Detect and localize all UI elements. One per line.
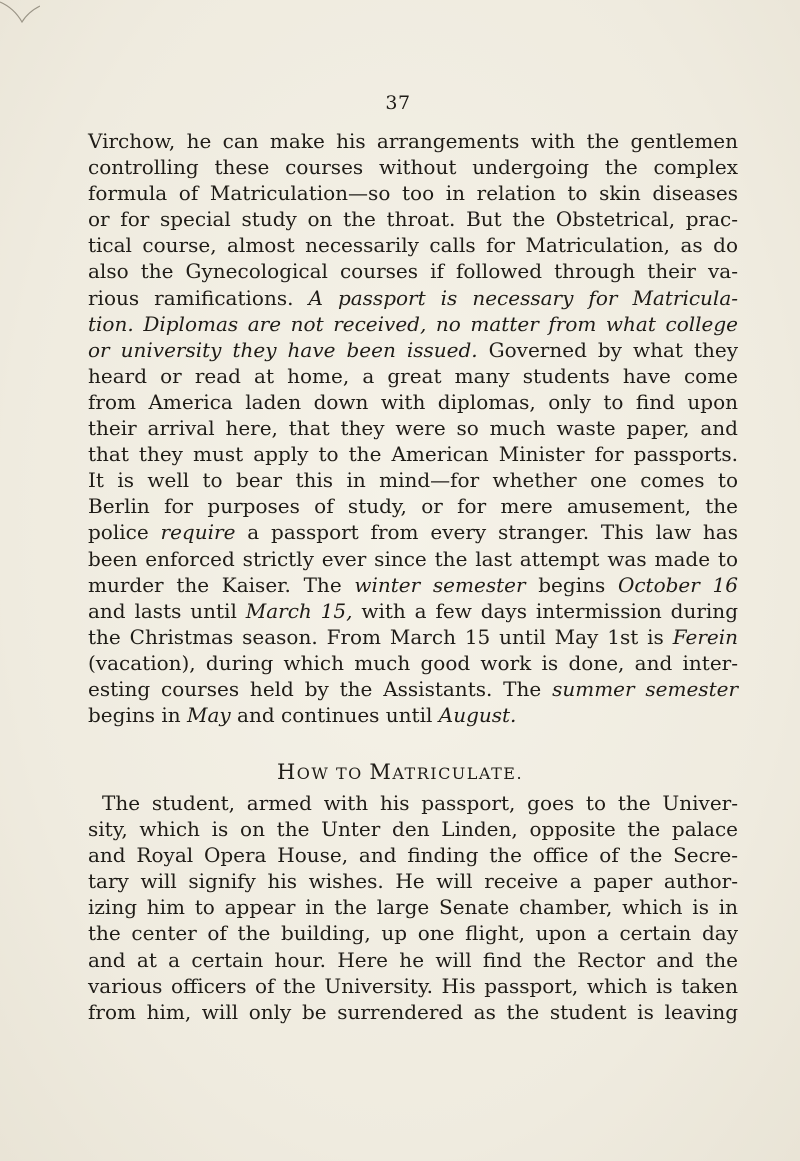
page-number: 37 xyxy=(385,92,411,114)
text-line: controlling these courses without undergoing the complex xyxy=(88,155,738,180)
text-line: police require a passport from every stranger. This law has xyxy=(88,520,738,545)
text-line: tion. Diplomas are not received, no matter from what college xyxy=(88,311,738,336)
text-line: and at a certain hour. Here he will find the Rector and the xyxy=(88,947,738,972)
text-line: the Christmas season. From March 15 until May 1st is Ferein xyxy=(88,624,739,649)
text-line: various officers of the University. His passport, which is taken xyxy=(88,973,738,998)
text-line: tical course, almost necessarily calls for Matriculation, as do xyxy=(88,233,738,258)
paragraph-1 xyxy=(88,128,738,728)
text-line: begins in May and continues until August. xyxy=(88,703,517,728)
text-line: also the Gynecological courses if followed through their va- xyxy=(88,259,738,284)
text-line: It is well to bear this in mind—for whether one comes to xyxy=(88,468,738,493)
text-line: or for special study on the throat. But the Obstetrical, prac- xyxy=(88,207,738,232)
text-line: The student, armed with his passport, goes to the Univer- xyxy=(102,791,738,815)
text-line: murder the Kaiser. The winter semester begins October 16 xyxy=(88,572,738,597)
text-line: from him, will only be surrendered as the student is leaving xyxy=(88,999,738,1024)
text-line: been enforced strictly ever since the last attempt was made to xyxy=(88,546,738,571)
section-heading: HOW TO MATRICULATE. xyxy=(276,760,524,784)
text-line: esting courses held by the Assistants. The summer semester xyxy=(88,676,738,701)
text-line: rious ramifications. A passport is necessary for Matricula- xyxy=(88,285,738,310)
text-line: and Royal Opera House, and finding the office of the Secre- xyxy=(88,843,738,868)
text-line: (vacation), during which much good work is done, and inter- xyxy=(88,650,738,675)
text-line: tary will signify his wishes. He will receive a paper author- xyxy=(88,869,738,894)
paragraph-2 xyxy=(88,790,738,1025)
text-line: izing him to appear in the large Senate chamber, which is in xyxy=(88,895,738,920)
text-line: heard or read at home, a great many students have come xyxy=(88,363,738,388)
text-line: Virchow, he can make his arrangements with the gentlemen xyxy=(88,129,738,153)
text-line: the center of the building, up one flight, upon a certain day xyxy=(88,921,738,946)
text-line: their arrival here, that they were so much waste paper, and xyxy=(88,416,738,441)
text-line: that they must apply to the American Minister for passports. xyxy=(88,442,738,467)
text-line: from America laden down with diplomas, only to find upon xyxy=(88,389,738,414)
page-corner-mark xyxy=(0,0,40,30)
text-line: or university they have been issued. Governed by what they xyxy=(88,337,739,362)
text-line: formula of Matriculation—so too in relation to skin diseases xyxy=(88,181,738,206)
text-line: sity, which is on the Unter den Linden, opposite the palace xyxy=(88,817,738,842)
text-line: Berlin for purposes of study, or for mere amusement, the xyxy=(88,494,738,519)
text-line: and lasts until March 15, with a few days intermission during xyxy=(88,598,738,623)
